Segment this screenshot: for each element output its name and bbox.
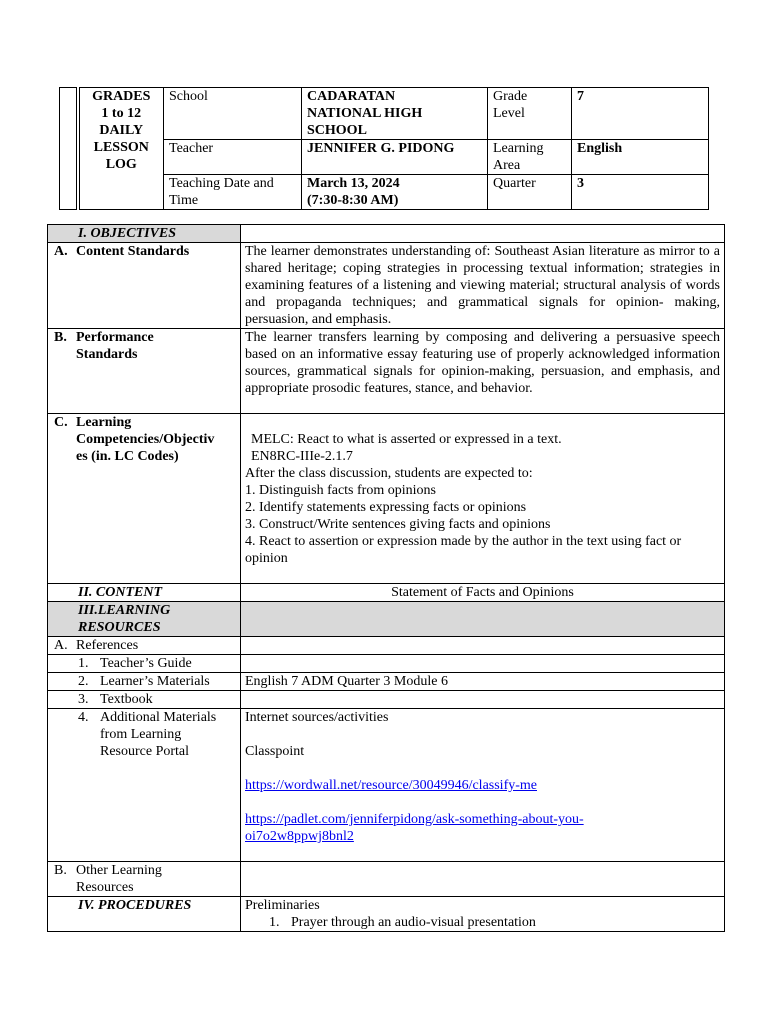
procedures-heading: IV. PROCEDURES xyxy=(48,897,241,932)
other-learning-resources-label: B. Other Learning Resources xyxy=(48,862,241,897)
header-stub-cell xyxy=(60,88,78,210)
content-standards-label: A. Content Standards xyxy=(48,243,241,329)
objectives-heading: I. OBJECTIVES xyxy=(48,225,241,243)
objective-item: 1. Distinguish facts from opinions xyxy=(245,483,436,498)
textbook-value xyxy=(241,691,725,709)
daily-lesson-log-title: GRADES 1 to 12 DAILY LESSON LOG xyxy=(78,88,164,210)
procedures-value xyxy=(241,897,725,932)
learning-area-label: Learning Area xyxy=(488,140,572,175)
performance-standards-text: The learner transfers learning by composing and delivering a persuasive speech based on an informative essay featuring use of properly acknowledged information sources, grammatical signals for opinion-making, persuasion, and emphasis, and appropriate prosodic features, stance, and behavior. xyxy=(241,329,725,414)
content-heading: II. CONTENT xyxy=(48,584,241,602)
other-learning-resources-value xyxy=(241,862,725,897)
references-blank xyxy=(241,637,725,655)
learning-area-value: English xyxy=(572,140,709,175)
learners-materials-value: English 7 ADM Quarter 3 Module 6 xyxy=(241,673,725,691)
learning-resources-heading: III.LEARNING RESOURCES xyxy=(48,602,241,637)
teaching-date-value: March 13, 2024 (7:30-8:30 AM) xyxy=(302,175,488,210)
procedure-item: 1. Prayer through an audio-visual presentation xyxy=(269,915,536,930)
melc-text: MELC: React to what is asserted or expressed in a text. xyxy=(251,432,562,447)
learners-materials-label: 2. Learner’s Materials xyxy=(48,673,241,691)
objective-item: 4. React to assertion or expression made by the author in the text using fact or opinion xyxy=(245,534,682,566)
content-standards-text: The learner demonstrates understanding of: Southeast Asian literature as mirror to a shared heritage; coping strategies in processing textual information; strategies in examining features of a listening and viewing material; structural analysis of words and propaganda techniques; and grammatical signals for opinion- making, persuasion, and emphasis. xyxy=(241,243,725,329)
learning-competencies-text xyxy=(241,414,725,584)
classpoint-text: Classpoint xyxy=(245,744,305,759)
melc-code: EN8RC-IIIe-2.1.7 xyxy=(251,449,353,464)
teaching-date-label: Teaching Date and Time xyxy=(164,175,302,210)
learning-resources-blank xyxy=(241,602,725,637)
learning-competencies-label: C. Learning Competencies/Objectiv es (in. LC Codes) xyxy=(48,414,241,584)
school-label: School xyxy=(164,88,302,140)
preliminaries-text: Preliminaries xyxy=(245,898,320,913)
references-label: A. References xyxy=(48,637,241,655)
textbook-label: 3. Textbook xyxy=(48,691,241,709)
objective-item: 3. Construct/Write sentences giving facts and opinions xyxy=(245,517,551,532)
teachers-guide-label: 1. Teacher’s Guide xyxy=(48,655,241,673)
teacher-label: Teacher xyxy=(164,140,302,175)
objective-item: 2. Identify statements expressing facts or opinions xyxy=(245,500,527,515)
objectives-intro: After the class discussion, students are expected to: xyxy=(245,466,533,481)
additional-materials-label: 4. Additional Materials from Learning Resource Portal xyxy=(48,709,241,862)
wordwall-link[interactable]: https://wordwall.net/resource/30049946/classify-me xyxy=(245,778,537,793)
padlet-link[interactable]: https://padlet.com/jenniferpidong/ask-something-about-you- oi7o2w8ppwj8bnl2 xyxy=(245,812,584,844)
quarter-value: 3 xyxy=(572,175,709,210)
grade-level-value: 7 xyxy=(572,88,709,140)
lesson-plan-table xyxy=(47,224,725,932)
internet-sources-text: Internet sources/activities xyxy=(245,710,389,725)
teachers-guide-value xyxy=(241,655,725,673)
performance-standards-label: B. Performance Standards xyxy=(48,329,241,414)
school-value: CADARATAN NATIONAL HIGH SCHOOL xyxy=(302,88,488,140)
grade-level-label: Grade Level xyxy=(488,88,572,140)
teacher-value: JENNIFER G. PIDONG xyxy=(302,140,488,175)
objectives-heading-blank xyxy=(241,225,725,243)
quarter-label: Quarter xyxy=(488,175,572,210)
lesson-log-header-table xyxy=(59,87,709,210)
content-value: Statement of Facts and Opinions xyxy=(241,584,725,602)
additional-materials-value xyxy=(241,709,725,862)
